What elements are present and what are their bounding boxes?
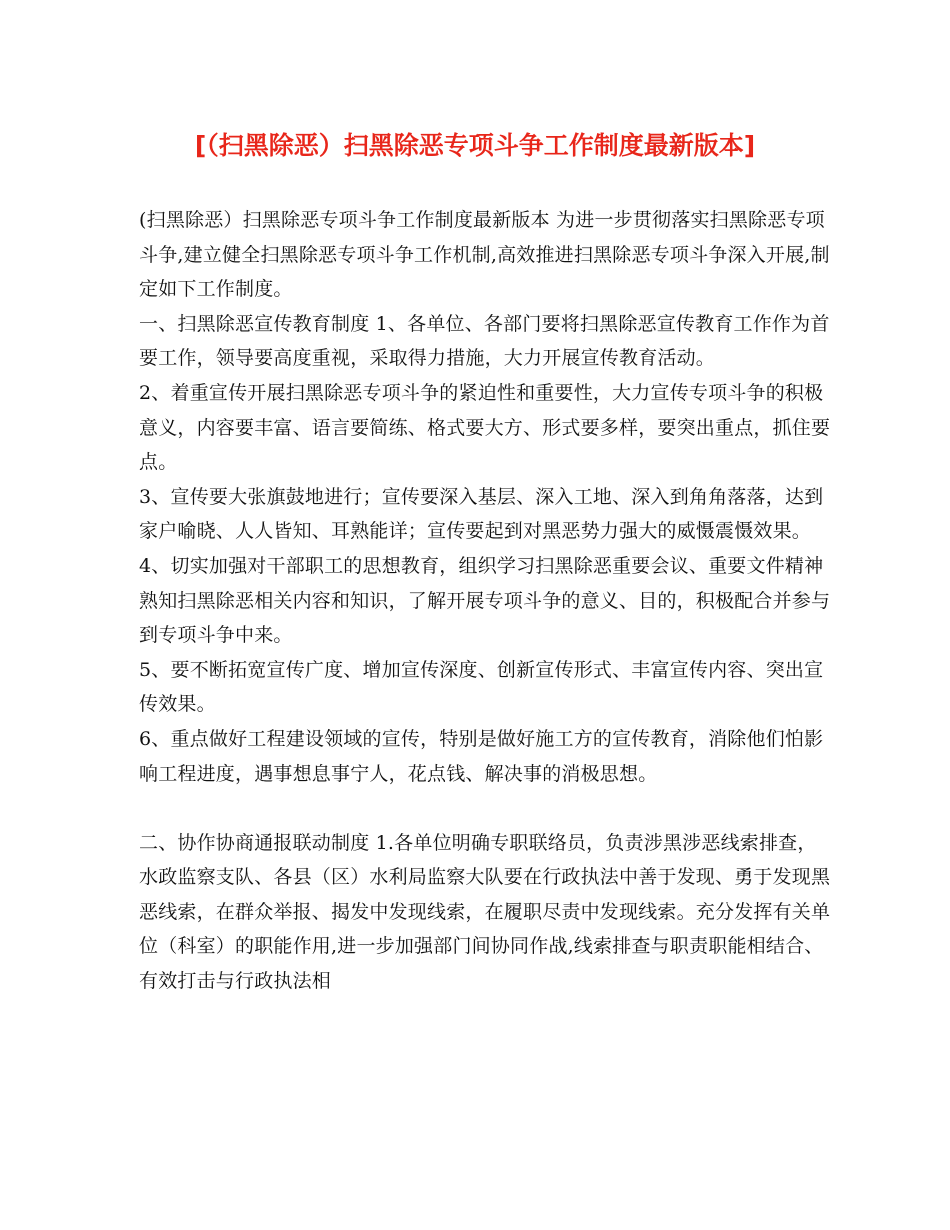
document-title: [（扫黑除恶）扫黑除恶专项斗争工作制度最新版本] bbox=[194, 131, 756, 160]
paragraph-gap bbox=[139, 791, 831, 826]
paragraph-item-6: 6、重点做好工程建设领域的宣传，特别是做好施工方的宣传教育，消除他们怕影响工程进度，遇事想息事宁人，花点钱、解决事的消极思想。 bbox=[139, 727, 824, 785]
paragraph-item-3: 3、宣传要大张旗鼓地进行；宣传要深入基层、深入工地、深入到角角落落，达到家户喻晓、人人皆知、耳熟能详；宣传要起到对黑恶势力强大的威慑震慑效果。 bbox=[139, 485, 824, 543]
paragraph-section-1: 一、扫黑除恶宣传教育制度 1、各单位、各部门要将扫黑除恶宣传教育工作作为首要工作，领导要高度重视，采取得力措施，大力开展宣传教育活动。 bbox=[139, 312, 830, 370]
paragraph-intro: (扫黑除恶）扫黑除恶专项斗争工作制度最新版本 为进一步贯彻落实扫黑除恶专项斗争,建立健全扫黑除恶专项斗争工作机制,高效推进扫黑除恶专项斗争深入开展,制定如下工作制度。 bbox=[139, 209, 830, 301]
paragraph-item-4: 4、切实加强对干部职工的思想教育，组织学习扫黑除恶重要会议、重要文件精神熟知扫黑除恶相关内容和知识，了解开展专项斗争的意义、目的，积极配合并参与到专项斗争中来。 bbox=[139, 554, 831, 647]
document-body bbox=[139, 203, 831, 999]
paragraph-item-5: 5、要不断拓宽宣传广度、增加宣传深度、创新宣传形式、丰富宣传内容、突出宣传效果。 bbox=[139, 658, 824, 716]
paragraph-section-2: 二、协作协商通报联动制度 1.各单位明确专职联络员，负责涉黑涉恶线索排查，水政监察支队、各县（区）水利局监察大队要在行政执法中善于发现、勇于发现黑恶线索，在群众举报、揭发中发现线索，在履职尽责中发现线索。充分发挥有关单位（科室）的职能作用,进一步加强部门间协同作战,线索排查与职责职能相结合、有效打击与行政执法相 bbox=[139, 831, 831, 993]
paragraph-item-2: 2、着重宣传开展扫黑除恶专项斗争的紧迫性和重要性，大力宣传专项斗争的积极意义，内容要丰富、语言要简练、格式要大方、形式要多样，要突出重点，抓住要点。 bbox=[139, 381, 831, 474]
